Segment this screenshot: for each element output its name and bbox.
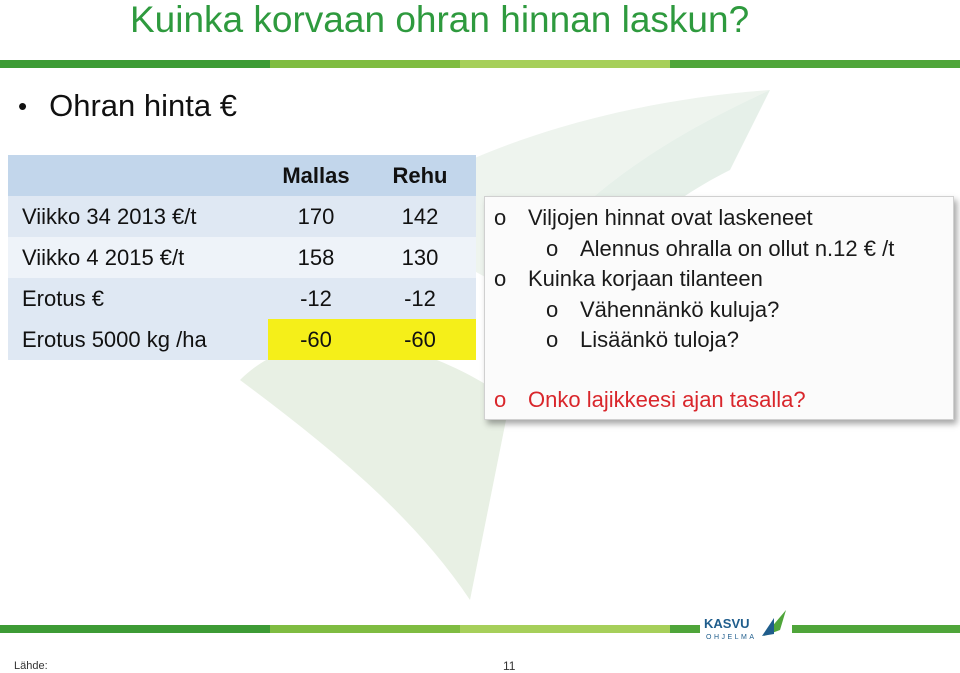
note-subitem — [546, 236, 894, 262]
logo-name: KASVU — [704, 616, 750, 631]
table-header-cell: Mallas — [282, 162, 350, 188]
row-label: Erotus 5000 kg /ha — [8, 319, 268, 360]
note-text: Vähennänkö kuluja? — [580, 297, 780, 322]
note-text: Onko lajikkeesi ajan tasalla? — [528, 387, 806, 412]
table-header-row — [8, 155, 476, 196]
table-row-highlighted — [8, 319, 476, 360]
note-text: Alennus ohralla on ollut n.12 € /t — [580, 236, 895, 261]
mallas-value: -12 — [300, 285, 332, 311]
bottom-stripe — [0, 625, 960, 633]
row-label: Viikko 4 2015 €/t — [22, 244, 185, 270]
note-callout-red — [494, 387, 806, 413]
table-header-cell — [8, 155, 268, 196]
note-item — [494, 205, 813, 231]
table-header-cell: Rehu — [392, 162, 448, 188]
top-stripe — [0, 60, 960, 68]
bullet-dot-icon: • — [18, 90, 28, 121]
list-marker: o — [546, 297, 559, 322]
note-text: Viljojen hinnat ovat laskeneet — [528, 205, 813, 230]
row-label: Erotus € — [22, 285, 104, 311]
rehu-value: -60 — [364, 319, 476, 360]
kasvu-logo — [700, 606, 792, 646]
list-marker: o — [494, 266, 507, 291]
note-subitem — [546, 327, 739, 353]
mallas-value: 170 — [297, 203, 335, 229]
page-number: 11 — [503, 659, 516, 673]
logo-sub: OHJELMA — [706, 634, 757, 641]
rehu-value: -12 — [404, 285, 436, 311]
row-label: Viikko 34 2013 €/t — [22, 203, 197, 229]
note-item — [494, 266, 763, 292]
note-text: Lisäänkö tuloja? — [580, 327, 740, 352]
table-row — [8, 278, 476, 319]
list-marker: o — [494, 387, 507, 412]
bullet-barley-price — [18, 88, 237, 124]
note-subitem — [546, 297, 779, 323]
rehu-value: 130 — [401, 244, 439, 270]
rehu-value: 142 — [401, 203, 439, 229]
mallas-value: 158 — [297, 244, 335, 270]
price-table — [8, 155, 476, 360]
list-marker: o — [494, 205, 507, 230]
slide-title: Kuinka korvaan ohran hinnan laskun? — [130, 0, 750, 40]
note-text: Kuinka korjaan tilanteen — [528, 266, 763, 291]
source-label: Lähde: — [14, 660, 48, 672]
list-marker: o — [546, 327, 559, 352]
list-marker: o — [546, 236, 559, 261]
bullet-text: Ohran hinta € — [49, 88, 237, 123]
mallas-value: -60 — [268, 319, 364, 360]
table-row — [8, 196, 476, 237]
table-row — [8, 237, 476, 278]
